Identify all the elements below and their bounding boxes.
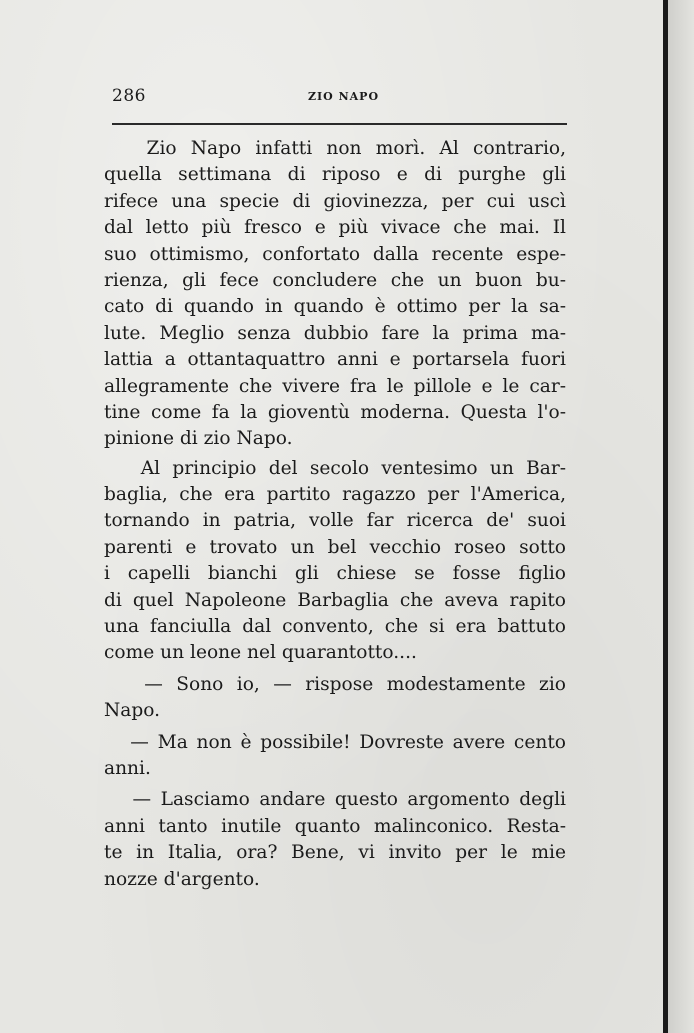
text-line: come un leone nel quarantotto.... (104, 642, 417, 664)
page-header (112, 86, 567, 110)
text-line: — Lasciamo andare questo argomento degli (104, 789, 566, 811)
text-line: pinione di zio Napo. (104, 428, 293, 450)
text-line: nozze d'argento. (104, 868, 260, 890)
text-line: baglia, che era partito ragazzo per l'America, (104, 484, 566, 506)
header-rule (112, 123, 567, 125)
paragraph (104, 136, 566, 453)
text-line: Zio Napo infatti non morì. Al contrario, (104, 138, 566, 159)
text-line: rifece una specie di giovinezza, per cui uscì (104, 190, 566, 212)
text-line: parenti e trovato un bel vecchio roseo sotto (104, 536, 566, 558)
page-number: 286 (112, 86, 146, 106)
paragraph (104, 672, 566, 725)
text-line: te in Italia, ora? Bene, vi invito per le mie (104, 842, 566, 864)
text-line: tine come fa la gioventù moderna. Questa l'o- (104, 401, 566, 423)
text-line: i capelli bianchi gli chiese se fosse figlio (104, 563, 566, 585)
text-line: quella settimana di riposo e di purghe gli (104, 164, 566, 186)
text-line: — Ma non è possibile! Dovreste avere cento (104, 731, 566, 753)
text-line: suo ottimismo, confortato dalla recente espe- (104, 243, 566, 265)
paragraph (104, 787, 566, 893)
book-gutter (668, 0, 694, 1033)
text-line: lute. Meglio senza dubbio fare la prima ma- (104, 322, 566, 344)
body-text (104, 136, 566, 893)
paragraph (104, 730, 566, 783)
text-line: tornando in patria, volle far ricerca de' suoi (104, 510, 566, 532)
text-line: allegramente che vivere fra le pillole e le car- (104, 375, 566, 397)
text-line: — Sono io, — rispose modestamente zio (104, 673, 566, 695)
text-line: di quel Napoleone Barbaglia che aveva rapito (104, 589, 566, 611)
running-title: ZIO NAPO (308, 90, 380, 103)
text-line: anni. (104, 757, 151, 779)
paragraph (104, 456, 566, 667)
text-line: cato di quando in quando è ottimo per la sa- (104, 296, 566, 318)
text-line: anni tanto inutile quanto malinconico. Resta- (104, 815, 566, 837)
text-line: Napo. (104, 700, 161, 722)
text-line: lattia a ottantaquattro anni e portarsela fuori (104, 349, 566, 371)
text-line: rienza, gli fece concludere che un buon bu- (104, 269, 566, 291)
text-line: Al principio del secolo ventesimo un Bar- (104, 457, 566, 479)
text-line: una fanciulla dal convento, che si era battuto (104, 616, 566, 638)
text-line: dal letto più fresco e più vivace che mai. Il (104, 217, 566, 239)
